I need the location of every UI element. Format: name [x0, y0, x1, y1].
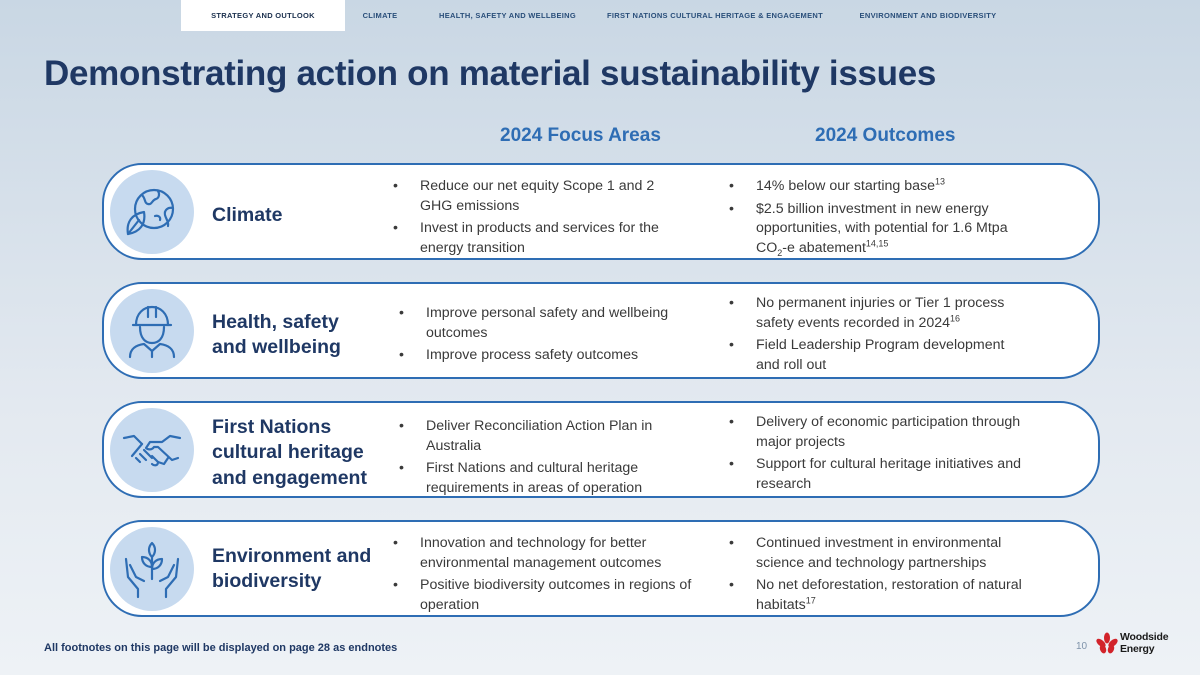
row-label-health-safety: Health, safety and wellbeing: [212, 311, 341, 359]
tab-environment-biodiversity[interactable]: ENVIRONMENT AND BIODIVERSITY: [859, 11, 997, 20]
hard-hat-worker-icon: [122, 301, 182, 361]
environment-icon-circle: [110, 527, 194, 611]
health-icon-circle: [110, 289, 194, 373]
row-health-safety: [102, 282, 1100, 379]
health-outcomes-list: [726, 294, 1031, 378]
environment-focus-list: [390, 534, 700, 618]
environment-outcomes-list: [726, 534, 1026, 618]
row-environment: [102, 520, 1100, 617]
first-nations-focus-list: [396, 417, 696, 501]
page-number: 10: [1076, 641, 1088, 652]
list-item: • $2.5 billion investment in new energy opportunities, with potential for 1.6 Mtpa $CO_2-e$ abatement$^{14,15}$: [726, 200, 1036, 259]
woodside-logo: [1096, 630, 1169, 658]
outcomes-heading: 2024 Outcomes: [815, 125, 956, 146]
list-item: • Reduce our net equity Scope 1 and 2 GHG emissions: [390, 177, 690, 216]
row-label-first-nations: First Nations cultural heritage and engagement: [212, 416, 367, 489]
globe-leaf-icon: [122, 182, 182, 242]
tab-health-safety-wellbeing[interactable]: HEALTH, SAFETY AND WELLBEING: [438, 11, 576, 20]
list-item: • No net deforestation, restoration of natural habitats$^{17}$: [726, 576, 1026, 615]
tab-first-nations[interactable]: FIRST NATIONS CULTURAL HERITAGE & ENGAGEMENT: [607, 11, 823, 20]
focus-areas-heading: 2024 Focus Areas: [500, 125, 661, 146]
climate-focus-list: [390, 177, 690, 261]
row-climate: [102, 163, 1100, 260]
list-item: • 14% below our starting base$^{13}$: [726, 177, 1036, 197]
list-item: • Improve personal safety and wellbeing outcomes: [396, 304, 696, 343]
list-item: • Field Leadership Program development and roll out: [726, 336, 1031, 375]
row-first-nations: [102, 401, 1100, 498]
footnote: All footnotes on this page will be displayed on page 28 as endnotes: [44, 642, 398, 654]
handshake-icon: [122, 420, 182, 480]
list-item: • Improve process safety outcomes: [396, 346, 696, 366]
first-nations-outcomes-list: [726, 413, 1044, 497]
climate-icon-circle: [110, 170, 194, 254]
list-item: • No permanent injuries or Tier 1 process safety events recorded in 2024$^{16}$: [726, 294, 1031, 333]
health-focus-list: [396, 304, 696, 369]
row-label-environment: Environment and biodiversity: [212, 545, 372, 593]
list-item: • First Nations and cultural heritage requirements in areas of operation: [396, 459, 696, 498]
climate-outcomes-list: [726, 177, 1036, 261]
list-item: • Delivery of economic participation through major projects: [726, 413, 1044, 452]
page-title: Demonstrating action on material sustainability issues: [44, 54, 937, 93]
list-item: • Innovation and technology for better environmental management outcomes: [390, 534, 700, 573]
list-item: • Support for cultural heritage initiatives and research: [726, 455, 1044, 494]
tab-strategy-and-outlook[interactable]: STRATEGY AND OUTLOOK: [181, 0, 345, 31]
row-label-climate: Climate: [212, 204, 283, 226]
hands-plant-icon: [122, 539, 182, 599]
tab-climate[interactable]: CLIMATE: [362, 11, 398, 20]
list-item: • Continued investment in environmental science and technology partnerships: [726, 534, 1026, 573]
list-item: • Deliver Reconciliation Action Plan in Australia: [396, 417, 696, 456]
list-item: • Positive biodiversity outcomes in regions of operation: [390, 576, 700, 615]
section-tabs: [0, 0, 1200, 31]
list-item: • Invest in products and services for the energy transition: [390, 219, 690, 258]
woodside-flower-icon: [1096, 632, 1118, 654]
first-nations-icon-circle: [110, 408, 194, 492]
logo-text: Woodside Energy: [1120, 631, 1169, 655]
